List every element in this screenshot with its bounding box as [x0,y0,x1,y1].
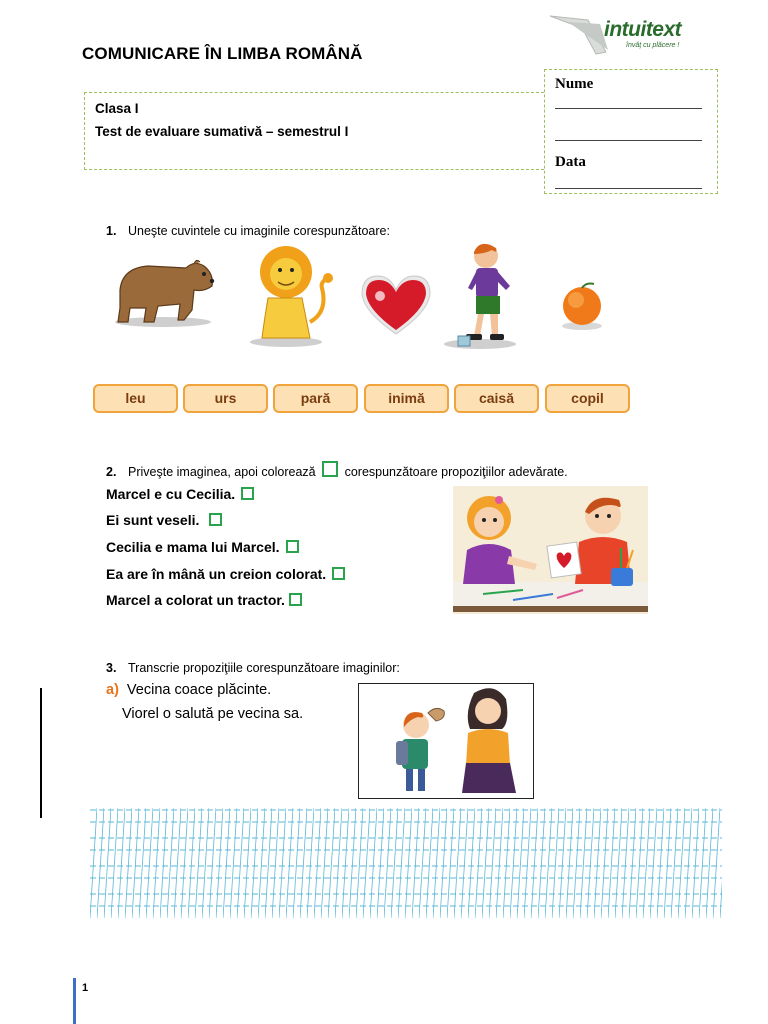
question-text-after: corespunzătoare propoziţiilor adevărate. [344,465,568,479]
statement-text: Marcel a colorat un tractor. [106,592,285,608]
question-text: Transcrie propoziţiile corespunzătoare imaginilor: [128,661,400,675]
name-line-2[interactable] [555,140,702,141]
name-date-box [544,69,718,194]
intuitext-logo [548,10,718,60]
handwriting-grid[interactable] [90,808,722,918]
statement-checkbox[interactable] [241,487,254,500]
statement-checkbox[interactable] [209,513,222,526]
statement-text: Ea are în mână un creion colorat. [106,566,327,582]
statement-1 [106,486,254,502]
boy-image [440,240,522,352]
question-2 [106,461,568,479]
lion-image [244,242,334,350]
word-card-para[interactable]: pară [273,384,358,413]
question-number: 3. [106,661,117,675]
example-checkbox [322,461,338,477]
page-title: COMUNICARE ÎN LIMBA ROMÂNĂ [82,44,363,63]
logo-tagline: învăţ cu plăcere ! [626,42,680,49]
statement-2 [106,512,222,528]
name-label: Nume [555,76,594,92]
statement-text: Marcel e cu Cecilia. [106,486,236,502]
class-label: Clasa I [95,101,139,116]
sentence-1: Vecina coace plăcinte. [126,682,272,698]
statement-checkbox[interactable] [289,593,302,606]
question-text: Uneşte cuvintele cu imaginile corespunzătoare: [128,224,390,238]
statement-checkbox[interactable] [332,567,345,580]
date-label: Data [555,154,586,170]
children-drawing-image [453,486,648,614]
page-number: 1 [82,982,89,994]
question-text-before: Priveşte imaginea, apoi colorează [128,465,316,479]
word-card-leu[interactable]: leu [93,384,178,413]
word-card-caisa[interactable]: caisă [454,384,539,413]
question-number: 2. [106,465,117,479]
statement-5 [106,592,302,608]
statement-text: Cecilia e mama lui Marcel. [106,539,280,555]
statement-text: Ei sunt veseli. [106,512,200,528]
date-line[interactable] [555,188,702,189]
item-letter: a) [106,682,119,698]
question-3 [106,661,400,675]
bear-image [108,252,218,332]
statement-3 [106,539,299,555]
sentence-2: Viorel o salută pe vecina sa. [122,706,304,722]
item-a [106,682,271,698]
logo-text: intuitext [604,18,682,41]
margin-line [40,688,42,818]
word-card-copil[interactable]: copil [545,384,630,413]
page-edge-bar [73,978,76,1024]
apricot-image [556,282,606,332]
neighbors-image [358,683,534,799]
statement-checkbox[interactable] [286,540,299,553]
heart-image [356,270,436,340]
word-card-urs[interactable]: urs [183,384,268,413]
question-number: 1. [106,224,117,238]
test-info-box [84,92,544,170]
test-label: Test de evaluare sumativă – semestrul I [95,124,349,139]
name-line-1[interactable] [555,108,702,109]
word-card-inima[interactable]: inimă [364,384,449,413]
statement-4 [106,566,345,582]
question-1 [106,224,390,238]
